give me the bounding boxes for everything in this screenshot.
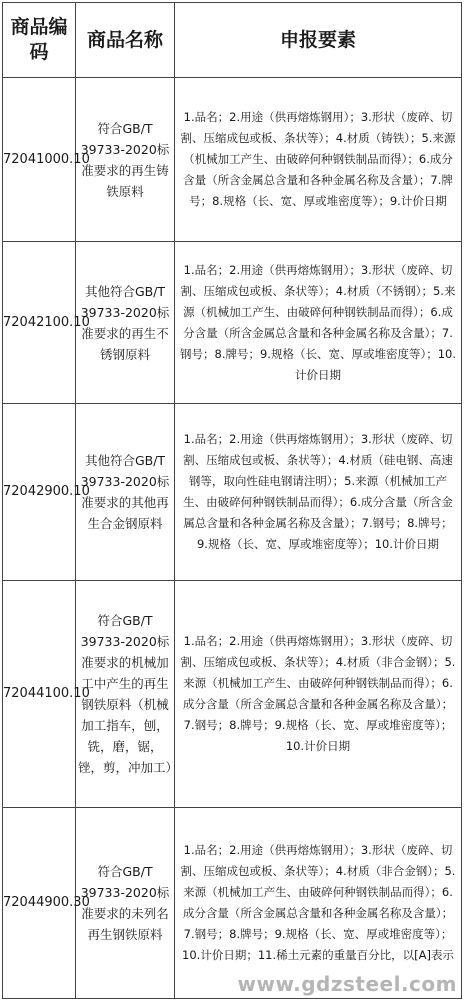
site-watermark: www.gdzsteel.com: [237, 972, 457, 996]
table-row: [3, 404, 462, 581]
table-row: [3, 242, 462, 404]
hs-code: 72041000.10: [3, 78, 76, 242]
table-row: [3, 808, 462, 999]
declaration-elements: 1.品名；2.用途（供再熔炼钢用）；3.形状（废碎、切割、压缩成包或板、条状等）；4.材质（铸铁）；5.来源（机械加工产生、由破碎何种钢铁制品而得）；6.成分含量（所含金属总含量和各种金属名称及含量）；7.牌号；8.规格（长、宽、厚或堆密度等）；9.计价日期: [175, 78, 462, 242]
declaration-elements: 1.品名；2.用途（供再熔炼钢用）；3.形状（废碎、切割、压缩成包或板、条状等）；4.材质（非合金钢）；5.来源（机械加工产生、由破碎何种钢铁制品而得）；6.成分含量（所含金属总含量和各种金属名称及含量）；7.钢号；8.牌号；9.规格（长、宽、厚或堆密度等）；10.计价日期: [175, 581, 462, 808]
declaration-elements: 1.品名；2.用途（供再熔炼钢用）；3.形状（废碎、切割、压缩成包或板、条状等）；4.材质（不锈钢）；5.来源（机械加工产生、由破碎何种钢铁制品而得）；6.成分含量（所含金属总含量和各种金属名称及含量）；7.钢号；8.牌号；9.规格（长、宽、厚或堆密度等）；10.计价日期: [175, 242, 462, 404]
product-name: 其他符合GB/T 39733-2020标准要求的再生不锈钢原料: [76, 242, 175, 404]
header-requirements: 申报要素: [175, 3, 462, 78]
header-row: [3, 3, 462, 78]
hs-code: 72042100.10: [3, 242, 76, 404]
declaration-table: [2, 2, 462, 999]
product-name: 符合GB/T 39733-2020标准要求的再生铸铁原料: [76, 78, 175, 242]
product-name: 符合GB/T 39733-2020标准要求的未列名再生钢铁原料: [76, 808, 175, 999]
declaration-elements: 1.品名；2.用途（供再熔炼钢用）；3.形状（废碎、切割、压缩成包或板、条状等）；4.材质（硅电钢、高速钢等，取向性硅电钢请注明）；5.来源（机械加工产生、由破碎何种钢铁制品而得）；6.成分含量（所含金属总含量和各种金属名称及含量）；7.钢号；8.牌号；9.规格（长、宽、厚或堆密度等）；10.计价日期: [175, 404, 462, 581]
header-name: 商品名称: [76, 3, 175, 78]
hs-code: 72044900.30: [3, 808, 76, 999]
product-name: 符合GB/T 39733-2020标准要求的机械加工中产生的再生钢铁原料（机械加工指车，刨，铣，磨，锯，锉，剪，冲加工）: [76, 581, 175, 808]
hs-code: 72044100.10: [3, 581, 76, 808]
hs-code: 72042900.10: [3, 404, 76, 581]
table-row: [3, 581, 462, 808]
header-code: 商品编码: [3, 3, 76, 78]
table-row: [3, 78, 462, 242]
declaration-elements: 1.品名；2.用途（供再熔炼钢用）；3.形状（废碎、切割、压缩成包或板、条状等）；4.材质（非合金钢）；5.来源（机械加工产生、由破碎何种钢铁制品而得）；6.成分含量（所含金属总含量和各种金属名称及含量）；7.钢号；8.牌号；9.规格（长、宽、厚或堆密度等）；10.计价日期；11.稀土元素的重量百分比，以[A]表示: [175, 808, 462, 999]
product-name: 其他符合GB/T 39733-2020标准要求的其他再生合金钢原料: [76, 404, 175, 581]
